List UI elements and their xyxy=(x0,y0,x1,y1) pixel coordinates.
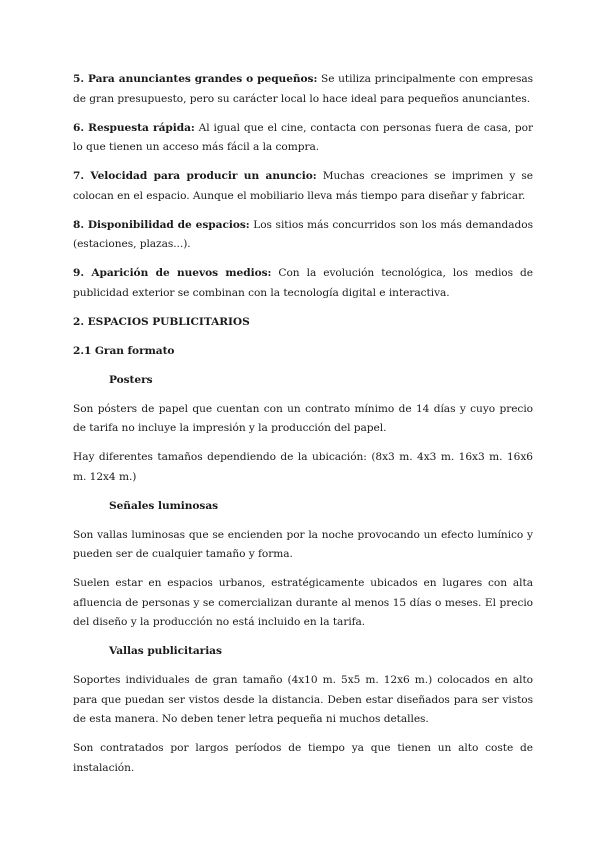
posters-paragraph: Son pósters de papel que cuentan con un contrato mínimo de 14 días y cuyo precio de tarifa no incluye la impresión y la producción del papel. xyxy=(73,402,533,434)
document-page xyxy=(73,70,533,788)
item-text: Se utiliza principalmente con empresas de gran presupuesto, pero su carácter local lo hace ideal para pequeños anunciantes. xyxy=(73,73,533,105)
list-item xyxy=(73,167,533,206)
luminosas-paragraph: Son vallas luminosas que se encienden por la noche provocando un efecto lumínico y pueden ser de cualquier tamaño y forma. xyxy=(73,528,533,560)
item-text: Muchas creaciones se imprimen y se colocan en el espacio. Aunque el mobiliario lleva más tiempo para diseñar y fabricar. xyxy=(73,170,533,202)
item-label: 9. Aparición de nuevos medios: xyxy=(73,267,272,279)
item-text: Los sitios más concurridos son los más demandados (estaciones, plazas...). xyxy=(73,218,533,250)
list-item xyxy=(73,264,533,303)
item-label: 7. Velocidad para producir un anuncio: xyxy=(73,170,317,182)
vallas-paragraph: Son contratados por largos períodos de tiempo ya que tienen un alto coste de instalación. xyxy=(73,742,533,774)
list-item xyxy=(73,216,533,255)
item-text: Con la evolución tecnológica, los medios de publicidad exterior se combinan con la tecnología digital e interactiva. xyxy=(73,267,533,299)
posters-paragraph: Hay diferentes tamaños dependiendo de la ubicación: (8x3 m. 4x3 m. 16x3 m. 16x6 m. 12x4 m.) xyxy=(73,451,533,483)
luminosas-paragraph: Suelen estar en espacios urbanos, estratégicamente ubicados en lugares con alta afluencia de personas y se comercializan durante al menos 15 días o meses. El precio del diseño y la producción no está incluido en la tarifa. xyxy=(73,577,533,628)
item-label: 6. Respuesta rápida: xyxy=(73,121,195,134)
subsection-heading: 2.1 Gran formato xyxy=(73,344,175,357)
section-heading: 2. ESPACIOS PUBLICITARIOS xyxy=(73,315,250,328)
item-label: 8. Disponibilidad de espacios: xyxy=(73,218,250,231)
posters-title: Posters xyxy=(109,373,153,386)
item-text: Al igual que el cine, contacta con personas fuera de casa, por lo que tienen un acceso más fácil a la compra. xyxy=(73,121,533,153)
vallas-paragraph: Soportes individuales de gran tamaño (4x10 m. 5x5 m. 12x6 m.) colocados en alto para que puedan ser vistos desde la distancia. Deben estar diseñados para ser vistos de esta manera. No deben tener letra pequeña ni muchos detalles. xyxy=(73,674,533,725)
list-item xyxy=(73,119,533,158)
list-item xyxy=(73,70,533,109)
item-label: 5. Para anunciantes grandes o pequeños: xyxy=(73,73,318,85)
vallas-title: Vallas publicitarias xyxy=(109,645,222,657)
luminosas-title: Señales luminosas xyxy=(109,499,219,512)
